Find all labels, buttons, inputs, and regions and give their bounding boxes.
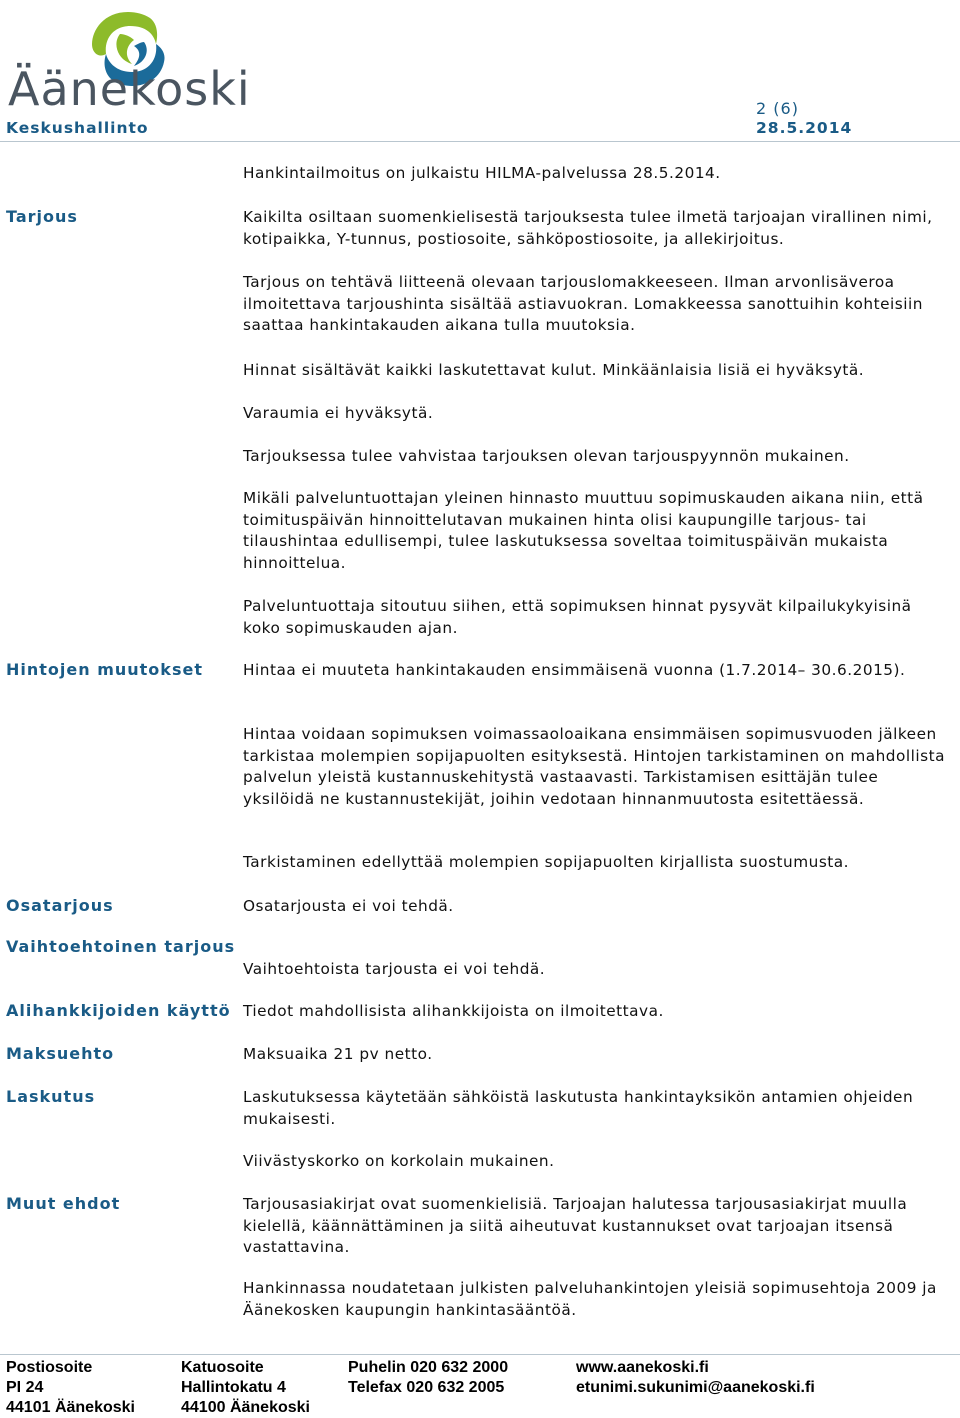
section-label-vaihtoehtoinen: Vaihtoehtoinen tarjous: [6, 937, 236, 956]
tarjous-paragraph: Tarjouksessa tulee vahvistaa tarjouksen olevan tarjouspyynnön mukainen.: [243, 447, 850, 465]
muut-ehdot-paragraph: Tarjousasiakirjat ovat suomenkielisiä. Tarjoajan halutessa tarjousasiakirjat muulla kielellä, käännättäminen ja siitä aiheutuvat kustannukset ovat tarjoajan itsensä vastattavina.: [243, 1195, 908, 1256]
section-label-tarjous: Tarjous: [6, 207, 78, 226]
footer-website-link[interactable]: www.aanekoski.fi: [576, 1359, 709, 1376]
section-label-osatarjous: Osatarjous: [6, 896, 114, 915]
section-label-maksuehto: Maksuehto: [6, 1044, 115, 1063]
hintojen-paragraph: Hintaa voidaan sopimuksen voimassaoloaikana ensimmäisen sopimusvuoden jälkeen tarkistaa molempien sopijapuolten esityksestä. Hintojen tarkistaminen on mahdollista palvelun yleistä kustannuskehitystä vastaavasti. Tarkistamisen esittäjän tulee yksilöidä ne kustannustekijät, joihin vedotaan hinnanmuutosta esitettäessä.: [243, 725, 945, 808]
footer-divider: [0, 1354, 960, 1355]
department-name: Keskushallinto: [6, 119, 149, 137]
muut-ehdot-paragraph: Hankinnassa noudatetaan julkisten palveluhankintojen yleisiä sopimusehtoja 2009 ja Äänekosken kaupungin hankintasääntöä.: [243, 1279, 937, 1319]
footer-phone: [348, 1358, 508, 1398]
vaihtoehtoinen-text: Vaihtoehtoista tarjousta ei voi tehdä.: [243, 960, 546, 978]
hintojen-paragraph: Hintaa ei muuteta hankintakauden ensimmäisenä vuonna (1.7.2014– 30.6.2015).: [243, 661, 906, 679]
footer-street-address: Hallintokatu 4: [181, 1379, 286, 1396]
laskutus-paragraph: Viivästyskorko on korkolain mukainen.: [243, 1152, 555, 1170]
tarjous-paragraph: Mikäli palveluntuottajan yleinen hinnasto muuttuu sopimuskauden aikana niin, että toimituspäivän hinnoittelutavan mukainen hinta olisi kaupungille tarjous- tai tilaushintaa edullisempi, tulee laskutuksessa soveltaa toimituspäivän mukaista hinnoittelua.: [243, 489, 924, 572]
footer-email-link[interactable]: etunimi.sukunimi@aanekoski.fi: [576, 1379, 815, 1396]
page-number: 2 (6): [756, 99, 799, 118]
laskutus-paragraph: Laskutuksessa käytetään sähköistä laskutusta hankintayksikön antamien ohjeiden mukaisesti.: [243, 1088, 914, 1128]
hintojen-paragraph: Tarkistaminen edellyttää molempien sopijapuolten kirjallista suostumusta.: [243, 853, 850, 871]
footer-web: [576, 1358, 815, 1398]
logo-wordmark: Äänekoski: [8, 62, 251, 116]
footer-postal-city: 44101 Äänekoski: [6, 1399, 135, 1416]
document-date: 28.5.2014: [756, 119, 853, 137]
intro-text: Hankintailmoitus on julkaistu HILMA-palvelussa 28.5.2014.: [243, 164, 721, 182]
section-label-laskutus: Laskutus: [6, 1087, 96, 1106]
section-label-hintojen-muutokset: Hintojen muutokset: [6, 660, 203, 679]
tarjous-paragraph: Varaumia ei hyväksytä.: [243, 404, 434, 422]
tarjous-paragraph: Palveluntuottaja sitoutuu siihen, että sopimuksen hinnat pysyvät kilpailukykyisinä koko sopimuskauden ajan.: [243, 597, 912, 637]
tarjous-paragraph: Hinnat sisältävät kaikki laskutettavat kulut. Minkäänlaisia lisiä ei hyväksytä.: [243, 361, 865, 379]
alihankkijoiden-text: Tiedot mahdollisista alihankkijoista on ilmoitettava.: [243, 1002, 664, 1020]
footer-phone-number: Puhelin 020 632 2000: [348, 1359, 509, 1376]
footer-street: [181, 1358, 310, 1418]
osatarjous-text: Osatarjousta ei voi tehdä.: [243, 897, 454, 915]
header-divider: [0, 141, 960, 142]
footer-postal: [6, 1358, 135, 1418]
footer-fax-number: Telefax 020 632 2005: [348, 1379, 505, 1396]
footer-postal-box: PI 24: [6, 1379, 44, 1396]
maksuehto-text: Maksuaika 21 pv netto.: [243, 1045, 433, 1063]
footer-postal-heading: Postiosoite: [6, 1359, 93, 1376]
tarjous-paragraph: Tarjous on tehtävä liitteenä olevaan tarjouslomakkeeseen. Ilman arvonlisäveroa ilmoitettava tarjoushinta sisältää astiavuokran. Lomakkeessa sanottuihin kohteisiin saattaa hankintakauden aikana tulla muutoksia.: [243, 273, 923, 334]
footer-street-heading: Katuosoite: [181, 1359, 264, 1376]
section-label-alihankkijoiden: Alihankkijoiden käyttö: [6, 1001, 231, 1020]
section-label-muut-ehdot: Muut ehdot: [6, 1194, 121, 1213]
tarjous-paragraph: Kaikilta osiltaan suomenkielisestä tarjouksesta tulee ilmetä tarjoajan virallinen nimi, kotipaikka, Y-tunnus, postiosoite, sähköpostiosoite, ja allekirjoitus.: [243, 208, 933, 248]
footer-street-city: 44100 Äänekoski: [181, 1399, 310, 1416]
